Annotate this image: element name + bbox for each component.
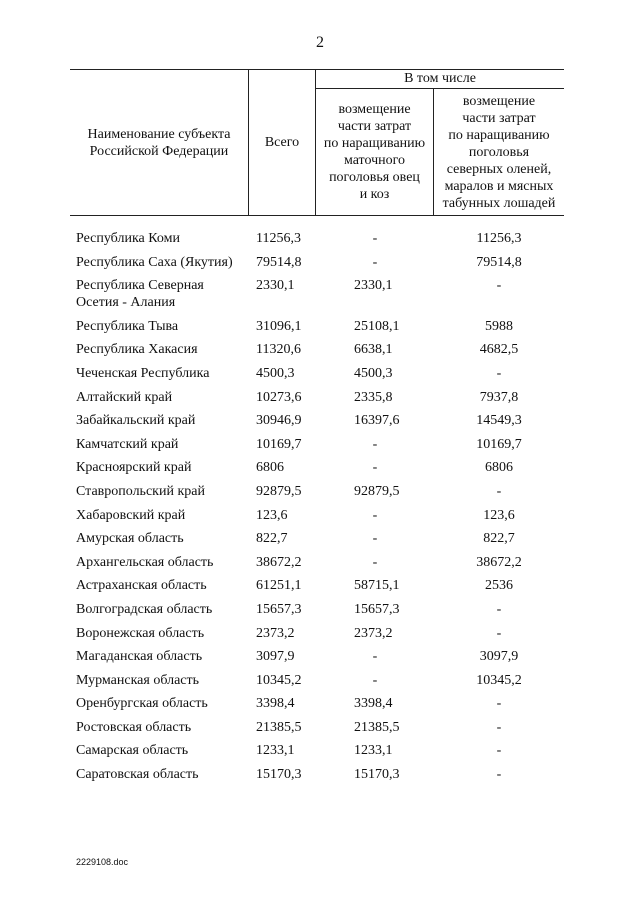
total-value: 3097,9 (256, 649, 295, 665)
table-row (70, 230, 564, 247)
sheep-goats-value: - (372, 554, 378, 570)
region-name: Архангельская область (76, 554, 214, 570)
sheep-goats-value: 16397,6 (354, 413, 400, 429)
sheep-goats-value: 2373,2 (354, 625, 393, 641)
sheep-goats-value: - (372, 649, 378, 665)
total-value: 6806 (256, 460, 284, 476)
deer-horses-value: 5988 (485, 318, 513, 334)
deer-horses-value: 2536 (485, 578, 513, 594)
table-row (70, 412, 564, 429)
table-body (70, 230, 564, 790)
region-name: Магаданская область (76, 649, 203, 665)
region-name: Воронежская область (76, 625, 205, 641)
region-name: Красноярский край (76, 460, 192, 476)
table-row (70, 277, 564, 311)
sheep-goats-value: - (372, 507, 378, 523)
region-name: Республика Северная Осетия - Алания (76, 278, 204, 311)
region-name: Забайкальский край (76, 413, 196, 429)
region-name: Чеченская Республика (76, 365, 210, 381)
sheep-goats-value: - (372, 672, 378, 688)
table-row (70, 719, 564, 736)
table-row (70, 459, 564, 476)
sheep-goats-value: - (372, 436, 378, 452)
total-value: 2373,2 (256, 625, 295, 641)
deer-horses-value: 79514,8 (476, 254, 522, 270)
table-row (70, 507, 564, 524)
table-row (70, 365, 564, 382)
total-value: 2330,1 (256, 278, 295, 294)
table-row (70, 436, 564, 453)
table-row (70, 554, 564, 571)
total-value: 11320,6 (256, 342, 301, 358)
region-name: Оренбургская область (76, 696, 208, 712)
region-name: Астраханская область (76, 578, 207, 594)
header-region-name: Наименование субъекта Российской Федерации (87, 126, 231, 159)
sheep-goats-value: 6638,1 (354, 342, 393, 358)
sheep-goats-value: 15170,3 (354, 767, 400, 783)
region-name: Мурманская область (76, 672, 200, 688)
deer-horses-value: 10169,7 (476, 436, 522, 452)
deer-horses-value: - (496, 365, 502, 381)
table-row (70, 254, 564, 271)
total-value: 15657,3 (256, 601, 302, 617)
total-value: 4500,3 (256, 365, 295, 381)
total-value: 79514,8 (256, 254, 302, 270)
deer-horses-value: - (496, 278, 502, 294)
region-name: Камчатский край (76, 436, 179, 452)
deer-horses-value: 4682,5 (479, 342, 519, 358)
deer-horses-value: - (496, 601, 502, 617)
header-deer-horses: возмещение части затрат по наращиванию поголовья северных оленей, маралов и мясных табунных лошадей (442, 93, 556, 211)
sheep-goats-value: 2335,8 (354, 389, 393, 405)
sheep-goats-value: 21385,5 (354, 719, 400, 735)
total-value: 11256,3 (256, 231, 301, 246)
total-value: 3398,4 (256, 696, 295, 712)
sheep-goats-value: 1233,1 (354, 743, 393, 759)
table-row (70, 742, 564, 759)
region-name: Республика Тыва (76, 318, 179, 334)
page-number: 2 (316, 34, 324, 51)
total-value: 10273,6 (256, 389, 302, 405)
region-name: Ростовская область (76, 719, 192, 735)
total-value: 123,6 (256, 507, 288, 523)
region-name: Амурская область (76, 531, 184, 547)
deer-horses-value: 822,7 (483, 531, 515, 547)
deer-horses-value: - (496, 483, 502, 499)
table-row (70, 341, 564, 358)
region-name: Волгоградская область (76, 601, 213, 617)
deer-horses-value: - (496, 743, 502, 759)
header-sheep-goats: возмещение части затрат по наращиванию маточного поголовья овец и коз (316, 89, 434, 215)
deer-horses-value: 10345,2 (476, 672, 522, 688)
sheep-goats-value: 2330,1 (354, 278, 393, 294)
total-value: 822,7 (256, 531, 288, 547)
total-value: 38672,2 (256, 554, 302, 570)
table-row (70, 483, 564, 500)
total-value: 31096,1 (256, 318, 302, 334)
deer-horses-value: 7937,8 (479, 389, 519, 405)
total-value: 1233,1 (256, 743, 295, 759)
total-value: 10169,7 (256, 436, 302, 452)
region-name: Республика Коми (76, 231, 180, 246)
deer-horses-value: - (496, 696, 502, 712)
total-value: 21385,5 (256, 719, 302, 735)
table-row (70, 318, 564, 335)
sheep-goats-value: 15657,3 (354, 601, 400, 617)
deer-horses-value: 14549,3 (476, 413, 522, 429)
sheep-goats-value: - (372, 254, 378, 270)
region-name: Самарская область (76, 743, 189, 759)
sheep-goats-value: 58715,1 (354, 578, 400, 594)
header-total: Всего (248, 70, 316, 215)
sheep-goats-value: 4500,3 (354, 365, 393, 381)
region-name: Ставропольский край (76, 483, 205, 499)
total-value: 61251,1 (256, 578, 302, 594)
region-name: Саратовская область (76, 767, 199, 783)
sheep-goats-value: 25108,1 (354, 318, 400, 334)
deer-horses-value: 6806 (485, 460, 513, 476)
deer-horses-value: - (496, 767, 502, 783)
deer-horses-value: 123,6 (483, 507, 515, 523)
total-value: 30946,9 (256, 413, 302, 429)
sheep-goats-value: 3398,4 (354, 696, 393, 712)
table-row (70, 530, 564, 547)
region-name: Республика Хакасия (76, 342, 198, 358)
table-row (70, 389, 564, 406)
region-name: Алтайский край (76, 389, 173, 405)
deer-horses-value: 3097,9 (479, 649, 519, 665)
deer-horses-value: - (496, 625, 502, 641)
table-row (70, 625, 564, 642)
region-name: Республика Саха (Якутия) (76, 254, 233, 270)
table-row (70, 601, 564, 618)
header-including: В том числе (316, 70, 564, 89)
sheep-goats-value: 92879,5 (354, 483, 400, 499)
document-filename: 2229108.doc (76, 857, 129, 867)
table-row (70, 695, 564, 712)
total-value: 15170,3 (256, 767, 302, 783)
total-value: 10345,2 (256, 672, 302, 688)
table-row (70, 648, 564, 665)
table-header (70, 69, 564, 216)
deer-horses-value: 38672,2 (476, 554, 522, 570)
deer-horses-value: - (496, 719, 502, 735)
sheep-goats-value: - (372, 460, 378, 476)
table-row (70, 577, 564, 594)
sheep-goats-value: - (372, 231, 378, 246)
table-row (70, 766, 564, 783)
deer-horses-value: 11256,3 (476, 231, 522, 246)
sheep-goats-value: - (372, 531, 378, 547)
region-name: Хабаровский край (76, 507, 186, 523)
table-row (70, 672, 564, 689)
total-value: 92879,5 (256, 483, 302, 499)
